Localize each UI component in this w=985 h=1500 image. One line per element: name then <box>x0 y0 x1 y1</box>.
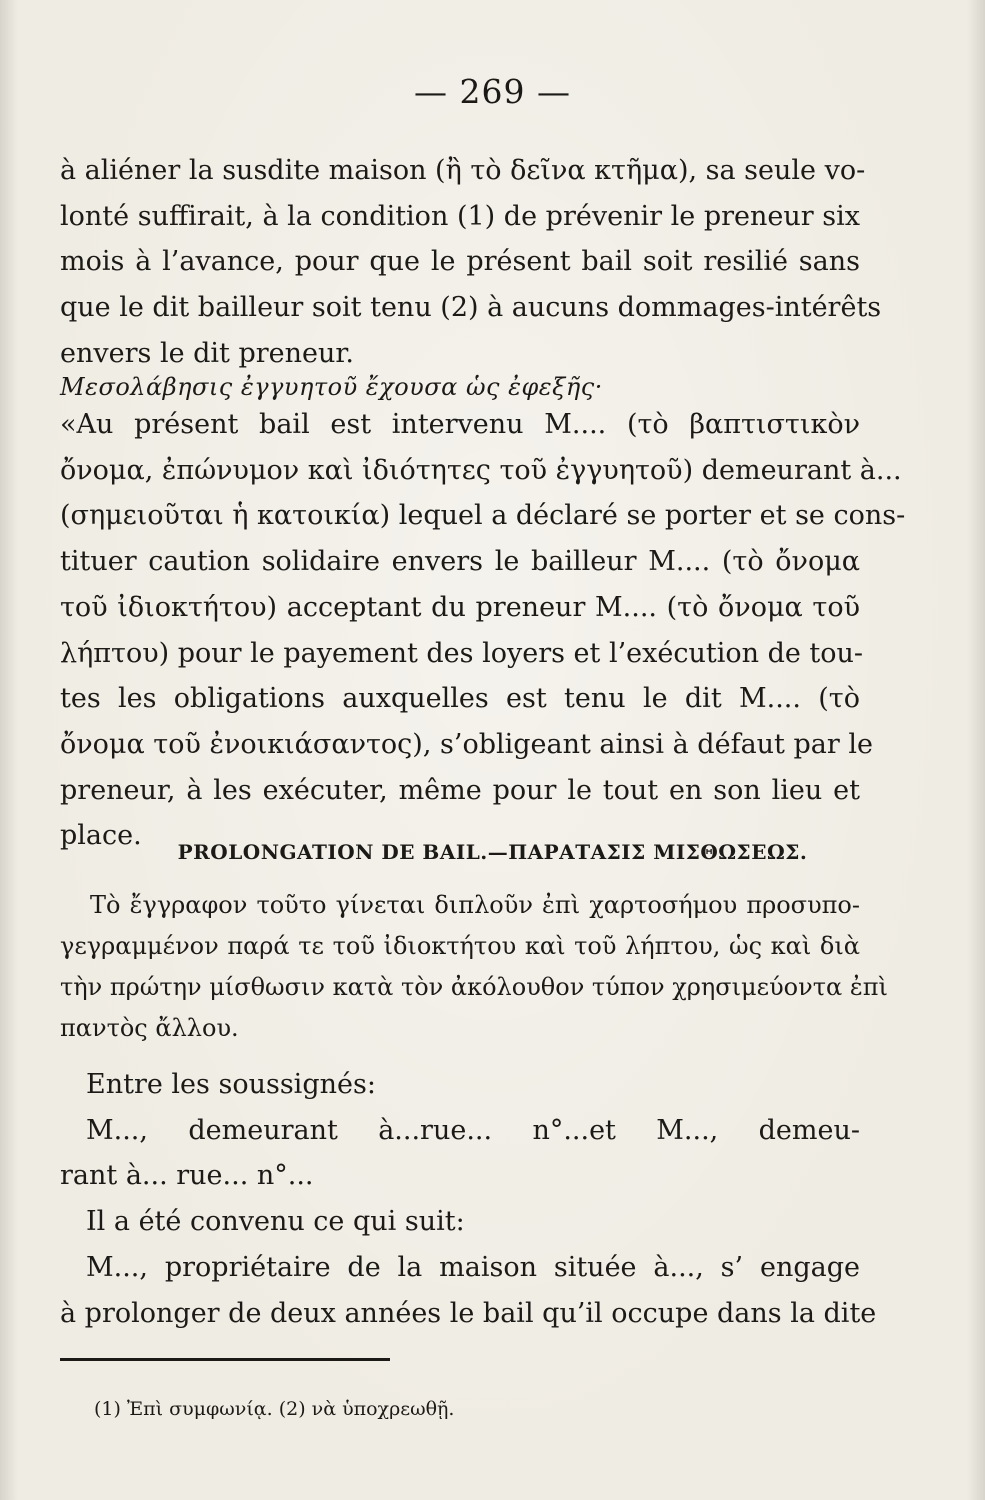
page-number: — 269 — <box>414 72 571 111</box>
text-line: M..., propriétaire de la maison située à..., s’ engage <box>86 1251 860 1283</box>
paragraph-guarantor-clause <box>60 402 906 859</box>
text-line: γεγραμμένον παρά τε τοῦ ἰδιοκτήτου καὶ τοῦ λήπτου, ὡς καὶ διὰ <box>60 932 860 960</box>
text-line: lonté suffirait, à la condition (1) de prévenir le preneur six <box>60 200 860 232</box>
text-line: Il a été convenu ce qui suit: <box>86 1206 465 1238</box>
text-line: τοῦ ἰδιοκτήτου) acceptant du preneur M.... (τὸ ὄνομα τοῦ <box>60 591 860 623</box>
footnote-divider <box>60 1358 390 1361</box>
text-line: λήπτου) pour le payement des loyers et l’exécution de tou- <box>60 637 864 669</box>
contract-template <box>60 1062 877 1336</box>
text-line: τὴν πρώτην μίσθωσιν κατὰ τὸν ἀκόλουθον τύπον χρησιμεύοντα ἐπὶ <box>60 973 888 1001</box>
text-line: place. <box>60 820 142 852</box>
text-line: Entre les soussignés: <box>86 1069 376 1100</box>
text-line: que le dit bailleur soit tenu (2) à aucuns dommages-intérêts <box>60 292 882 324</box>
text-line: à prolonger de deux années le bail qu’il occupe dans la dite <box>60 1297 877 1329</box>
text-line: preneur, à les exécuter, même pour le tout en son lieu et <box>60 774 860 806</box>
section-heading: PROLONGATION DE BAIL.—ΠΑΡΑΤΑΣΙΣ ΜΙΣΘΩΣΕΩΣ. <box>177 840 808 864</box>
page-edge-shadow-left <box>0 0 18 1500</box>
text-line: «Au présent bail est intervenu M.... (τὸ βαπτιστικὸν <box>60 409 860 440</box>
text-line: tes les obligations auxquelles est tenu le dit M.... (τὸ <box>60 683 860 715</box>
text-line: Τὸ ἔγγραφον τοῦτο γίνεται διπλοῦν ἐπὶ χαρτοσήμου προσυπο- <box>90 891 860 919</box>
text-line: rant à... rue... n°... <box>60 1160 314 1192</box>
text-line: (σημειοῦται ἡ κατοικία) lequel a déclaré se porter et se cons- <box>60 500 906 532</box>
text-line: ὄνομα, ἐπώνυμον καὶ ἰδιότητες τοῦ ἐγγυητοῦ) demeurant à... <box>60 454 902 486</box>
text-line: mois à l’avance, pour que le présent bail soit resilié sans <box>60 246 860 278</box>
page-edge-shadow-right <box>967 0 985 1500</box>
text-line: παντὸς ἄλλου. <box>60 1014 239 1042</box>
text-line: ὄνομα τοῦ ἐνοικιάσαντος), s’obligeant ainsi à défaut par le <box>60 728 873 760</box>
greek-paragraph <box>60 885 888 1049</box>
text-line: à aliéner la susdite maison (ἢ τὸ δεῖνα κτῆμα), sa seule vo- <box>60 155 866 186</box>
footnote: (1) Ἐπὶ συμφωνίᾳ. (2) νὰ ὑποχρεωθῇ. <box>94 1398 455 1420</box>
paragraph-lease-termination <box>60 148 882 377</box>
text-line: M..., demeurant à...rue... n°...et M..., demeu- <box>86 1114 860 1146</box>
text-line: envers le dit preneur. <box>60 337 354 369</box>
text-line: tituer caution solidaire envers le bailleur M.... (τὸ ὄνομα <box>60 546 860 578</box>
greek-caption: Μεσολάβησις ἐγγυητοῦ ἔχουσα ὡς ἐφεξῆς· <box>60 373 603 401</box>
